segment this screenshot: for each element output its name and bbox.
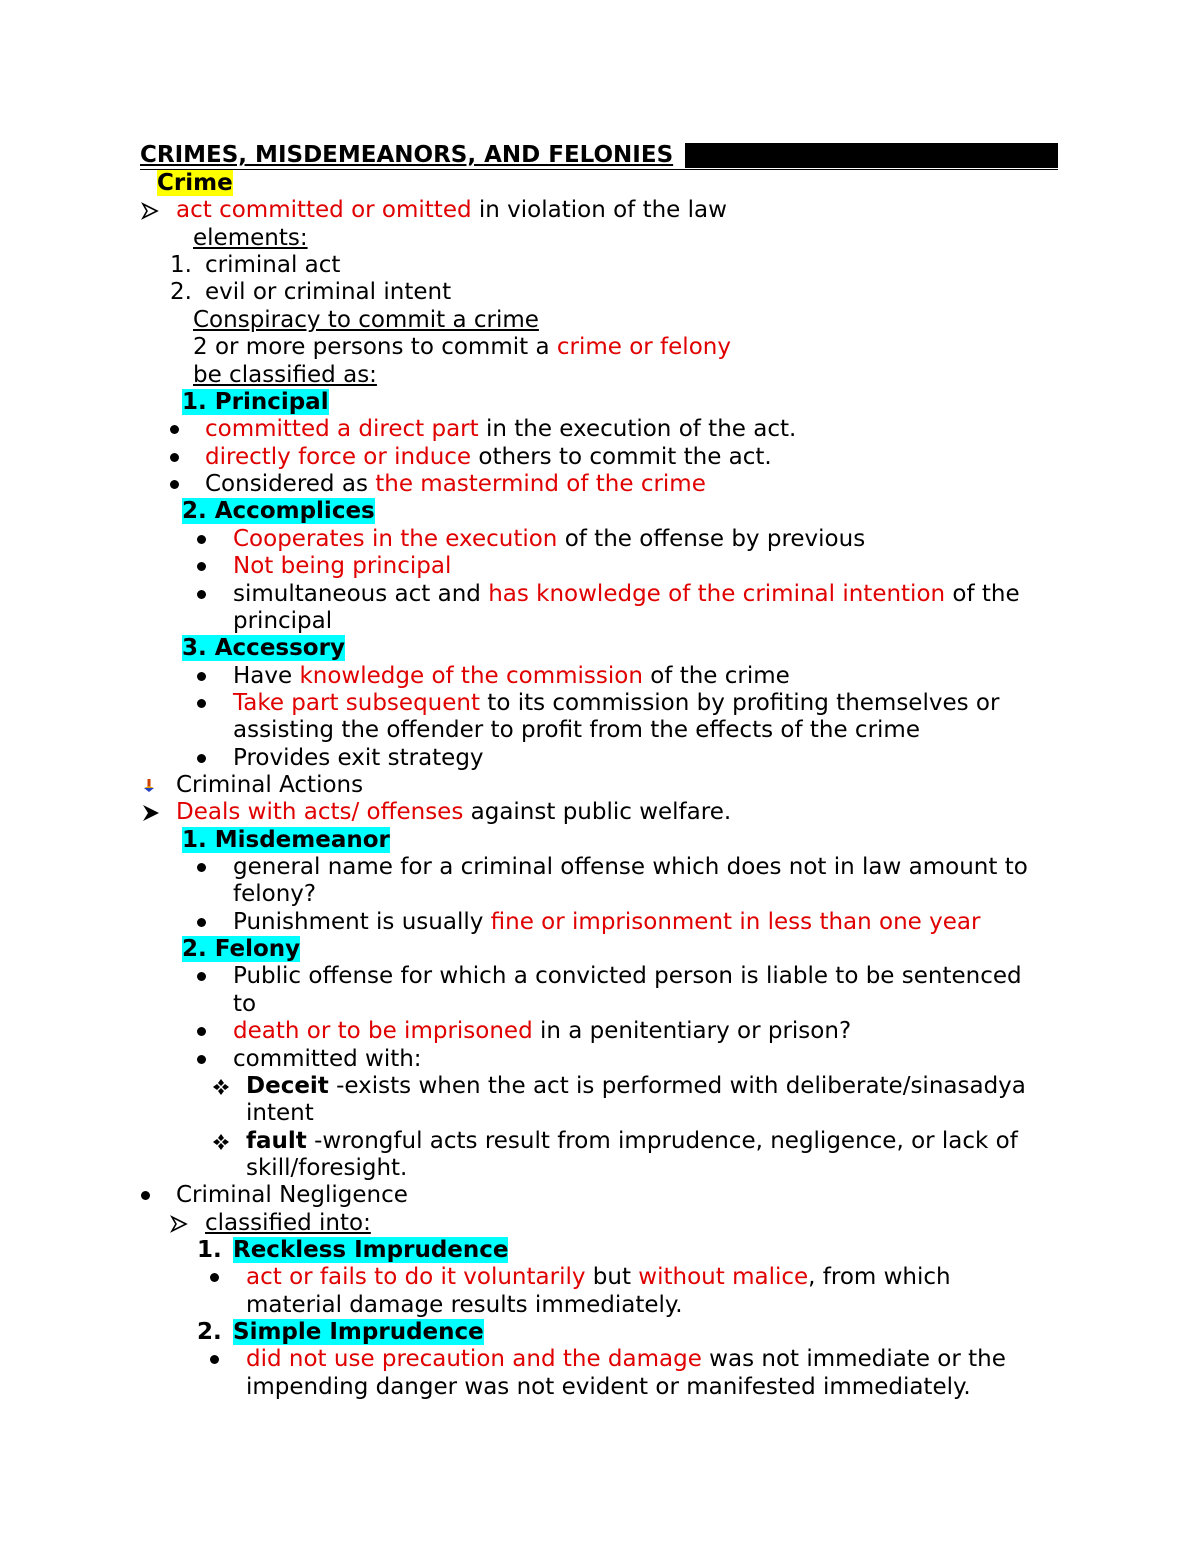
list-number: 2.: [197, 1319, 222, 1345]
text-run: committed with:: [233, 1046, 422, 1072]
text-run: to: [233, 991, 257, 1017]
text-line: [246, 1155, 407, 1182]
text-run: assisting the offender to profit from the effects of the crime: [233, 717, 920, 743]
text-line: [233, 1046, 422, 1073]
text-run: general name for a criminal offense which does not in law amount to: [233, 854, 1028, 880]
bullet-dot-icon: [197, 690, 206, 717]
text-run: Crime: [157, 170, 233, 196]
text-line: [246, 1374, 971, 1401]
text-line: [205, 471, 706, 498]
text-line: [233, 526, 865, 553]
text-run: material damage results immediately.: [246, 1292, 683, 1318]
text-line: [246, 1264, 951, 1291]
filled-arrow-bullet-icon: [141, 799, 161, 826]
text-line: [182, 936, 300, 963]
text-run: elements:: [193, 225, 308, 251]
text-line: [233, 909, 980, 936]
text-run: -exists when the act is performed with deliberate/sinasadya: [328, 1073, 1026, 1099]
bullet-dot-icon: [210, 1264, 219, 1291]
text-run: 2. Felony: [182, 936, 301, 962]
emphasis-text: fine or imprisonment in less than one year: [490, 909, 981, 935]
text-line: [176, 197, 727, 224]
text-run: was not immediate or the: [701, 1346, 1006, 1372]
text-line: [246, 1073, 1026, 1100]
list-number: 1.: [170, 252, 192, 278]
text-line: [246, 1100, 314, 1127]
text-line: [157, 170, 233, 197]
text-line: [182, 635, 345, 662]
text-run: criminal act: [205, 252, 341, 278]
diamond-bullet-icon: [212, 1128, 230, 1155]
emphasis-text: committed a direct part: [205, 416, 479, 442]
text-run: 1. Misdemeanor: [182, 827, 390, 853]
text-run: 3. Accessory: [182, 635, 345, 661]
text-line: [193, 307, 539, 334]
text-line: [233, 690, 999, 717]
arrow-bullet-icon: [170, 1210, 188, 1237]
text-run: but: [585, 1264, 639, 1290]
emphasis-text: Not being principal: [233, 553, 452, 579]
emphasis-text: crime or felony: [556, 334, 731, 360]
text-line: [193, 225, 308, 252]
bullet-dot-icon: [197, 1046, 206, 1073]
text-run: 1. Principal: [182, 389, 329, 415]
text-run: Have: [233, 663, 300, 689]
text-line: [176, 799, 731, 826]
text-line: [233, 881, 316, 908]
emphasis-text: death or to be imprisoned: [233, 1018, 533, 1044]
text-line: [233, 717, 920, 744]
text-run: Conspiracy to commit a crime: [193, 307, 539, 333]
text-line: [246, 1128, 1018, 1155]
bullet-dot-icon: [197, 553, 206, 580]
text-line: [205, 279, 451, 306]
list-number: 1.: [197, 1237, 222, 1263]
text-run: -wrongful acts result from imprudence, negligence, or lack of: [306, 1128, 1018, 1154]
text-run: of the offense by previous: [557, 526, 866, 552]
emphasis-text: Cooperates in the execution: [233, 526, 558, 552]
text-run: to its commission by profiting themselves or: [480, 690, 1000, 716]
emphasis-text: directly force or induce: [205, 444, 472, 470]
text-run: simultaneous act and: [233, 581, 489, 607]
text-run: Reckless Imprudence: [233, 1237, 509, 1263]
text-line: [193, 334, 731, 361]
text-run: , from which: [808, 1264, 951, 1290]
text-run: of the crime: [642, 663, 790, 689]
text-line: [233, 1018, 851, 1045]
text-line: [176, 1182, 408, 1209]
text-run: Provides exit strategy: [233, 745, 484, 771]
bullet-dot-icon: [170, 416, 179, 443]
arrow-bullet-icon: [141, 197, 159, 224]
list-number: 2.: [170, 279, 192, 305]
text-line: [233, 1237, 508, 1264]
text-run: in violation of the law: [471, 197, 727, 223]
diamond-bullet-icon: [212, 1073, 230, 1100]
emphasis-text: without malice: [638, 1264, 809, 1290]
text-run: Public offense for which a convicted person is liable to be sentenced: [233, 963, 1022, 989]
text-run: felony?: [233, 881, 317, 907]
text-line: [233, 663, 790, 690]
bullet-dot-icon: [197, 663, 206, 690]
text-run: fault: [246, 1128, 307, 1154]
bullet-dot-icon: [197, 909, 206, 936]
document-title-bar: [140, 142, 1058, 170]
bullet-dot-icon: [197, 581, 206, 608]
text-line: [233, 553, 451, 580]
bullet-dot-icon: [141, 1182, 150, 1209]
bullet-dot-icon: [170, 444, 179, 471]
text-run: evil or criminal intent: [205, 279, 452, 305]
pin-bullet-icon: [141, 772, 157, 799]
text-line: [205, 416, 796, 443]
bullet-dot-icon: [197, 963, 206, 990]
bullet-dot-icon: [197, 854, 206, 881]
text-line: [233, 608, 332, 635]
text-run: principal: [233, 608, 333, 634]
text-run: Criminal Actions: [176, 772, 364, 798]
text-line: [182, 389, 329, 416]
bullet-dot-icon: [197, 526, 206, 553]
text-run: Deceit: [246, 1073, 329, 1099]
text-run: be classified as:: [193, 362, 377, 388]
text-run: intent: [246, 1100, 314, 1126]
emphasis-text: the mastermind of the crime: [375, 471, 706, 497]
text-line: [182, 498, 375, 525]
title-underline-fill: [685, 143, 1058, 168]
emphasis-text: has knowledge of the criminal intention: [488, 581, 946, 607]
emphasis-text: Deals with acts/ offenses: [176, 799, 464, 825]
text-line: [233, 991, 256, 1018]
bullet-dot-icon: [197, 745, 206, 772]
text-run: in a penitentiary or prison?: [532, 1018, 852, 1044]
text-run: Criminal Negligence: [176, 1182, 408, 1208]
text-line: [233, 963, 1022, 990]
text-line: [205, 252, 340, 279]
text-run: classified into:: [205, 1210, 371, 1236]
text-run: Punishment is usually: [233, 909, 491, 935]
text-run: of the: [945, 581, 1020, 607]
emphasis-text: did not use precaution and the damage: [246, 1346, 702, 1372]
text-run: in the execution of the act.: [478, 416, 797, 442]
text-run: against public welfare.: [463, 799, 732, 825]
text-run: Considered as: [205, 471, 376, 497]
text-line: [176, 772, 363, 799]
emphasis-text: act committed or omitted: [176, 197, 472, 223]
text-line: [233, 854, 1028, 881]
text-run: Simple Imprudence: [233, 1319, 484, 1345]
text-run: 2 or more persons to commit a: [193, 334, 557, 360]
bullet-dot-icon: [197, 1018, 206, 1045]
text-line: [205, 444, 772, 471]
bullet-dot-icon: [170, 471, 179, 498]
text-line: [205, 1210, 371, 1237]
emphasis-text: act or fails to do it voluntarily: [246, 1264, 586, 1290]
text-run: 2. Accomplices: [182, 498, 375, 524]
text-run: impending danger was not evident or manifested immediately.: [246, 1374, 971, 1400]
text-line: [246, 1292, 683, 1319]
text-line: [193, 362, 377, 389]
text-line: [182, 827, 390, 854]
emphasis-text: Take part subsequent: [233, 690, 480, 716]
text-line: [233, 745, 484, 772]
text-line: [233, 1319, 484, 1346]
text-line: [246, 1346, 1006, 1373]
text-line: [233, 581, 1020, 608]
text-run: skill/foresight.: [246, 1155, 408, 1181]
bullet-dot-icon: [210, 1346, 219, 1373]
text-run: others to commit the act.: [471, 444, 772, 470]
document-title: CRIMES, MISDEMEANORS, AND FELONIES: [140, 142, 674, 168]
emphasis-text: knowledge of the commission: [299, 663, 643, 689]
